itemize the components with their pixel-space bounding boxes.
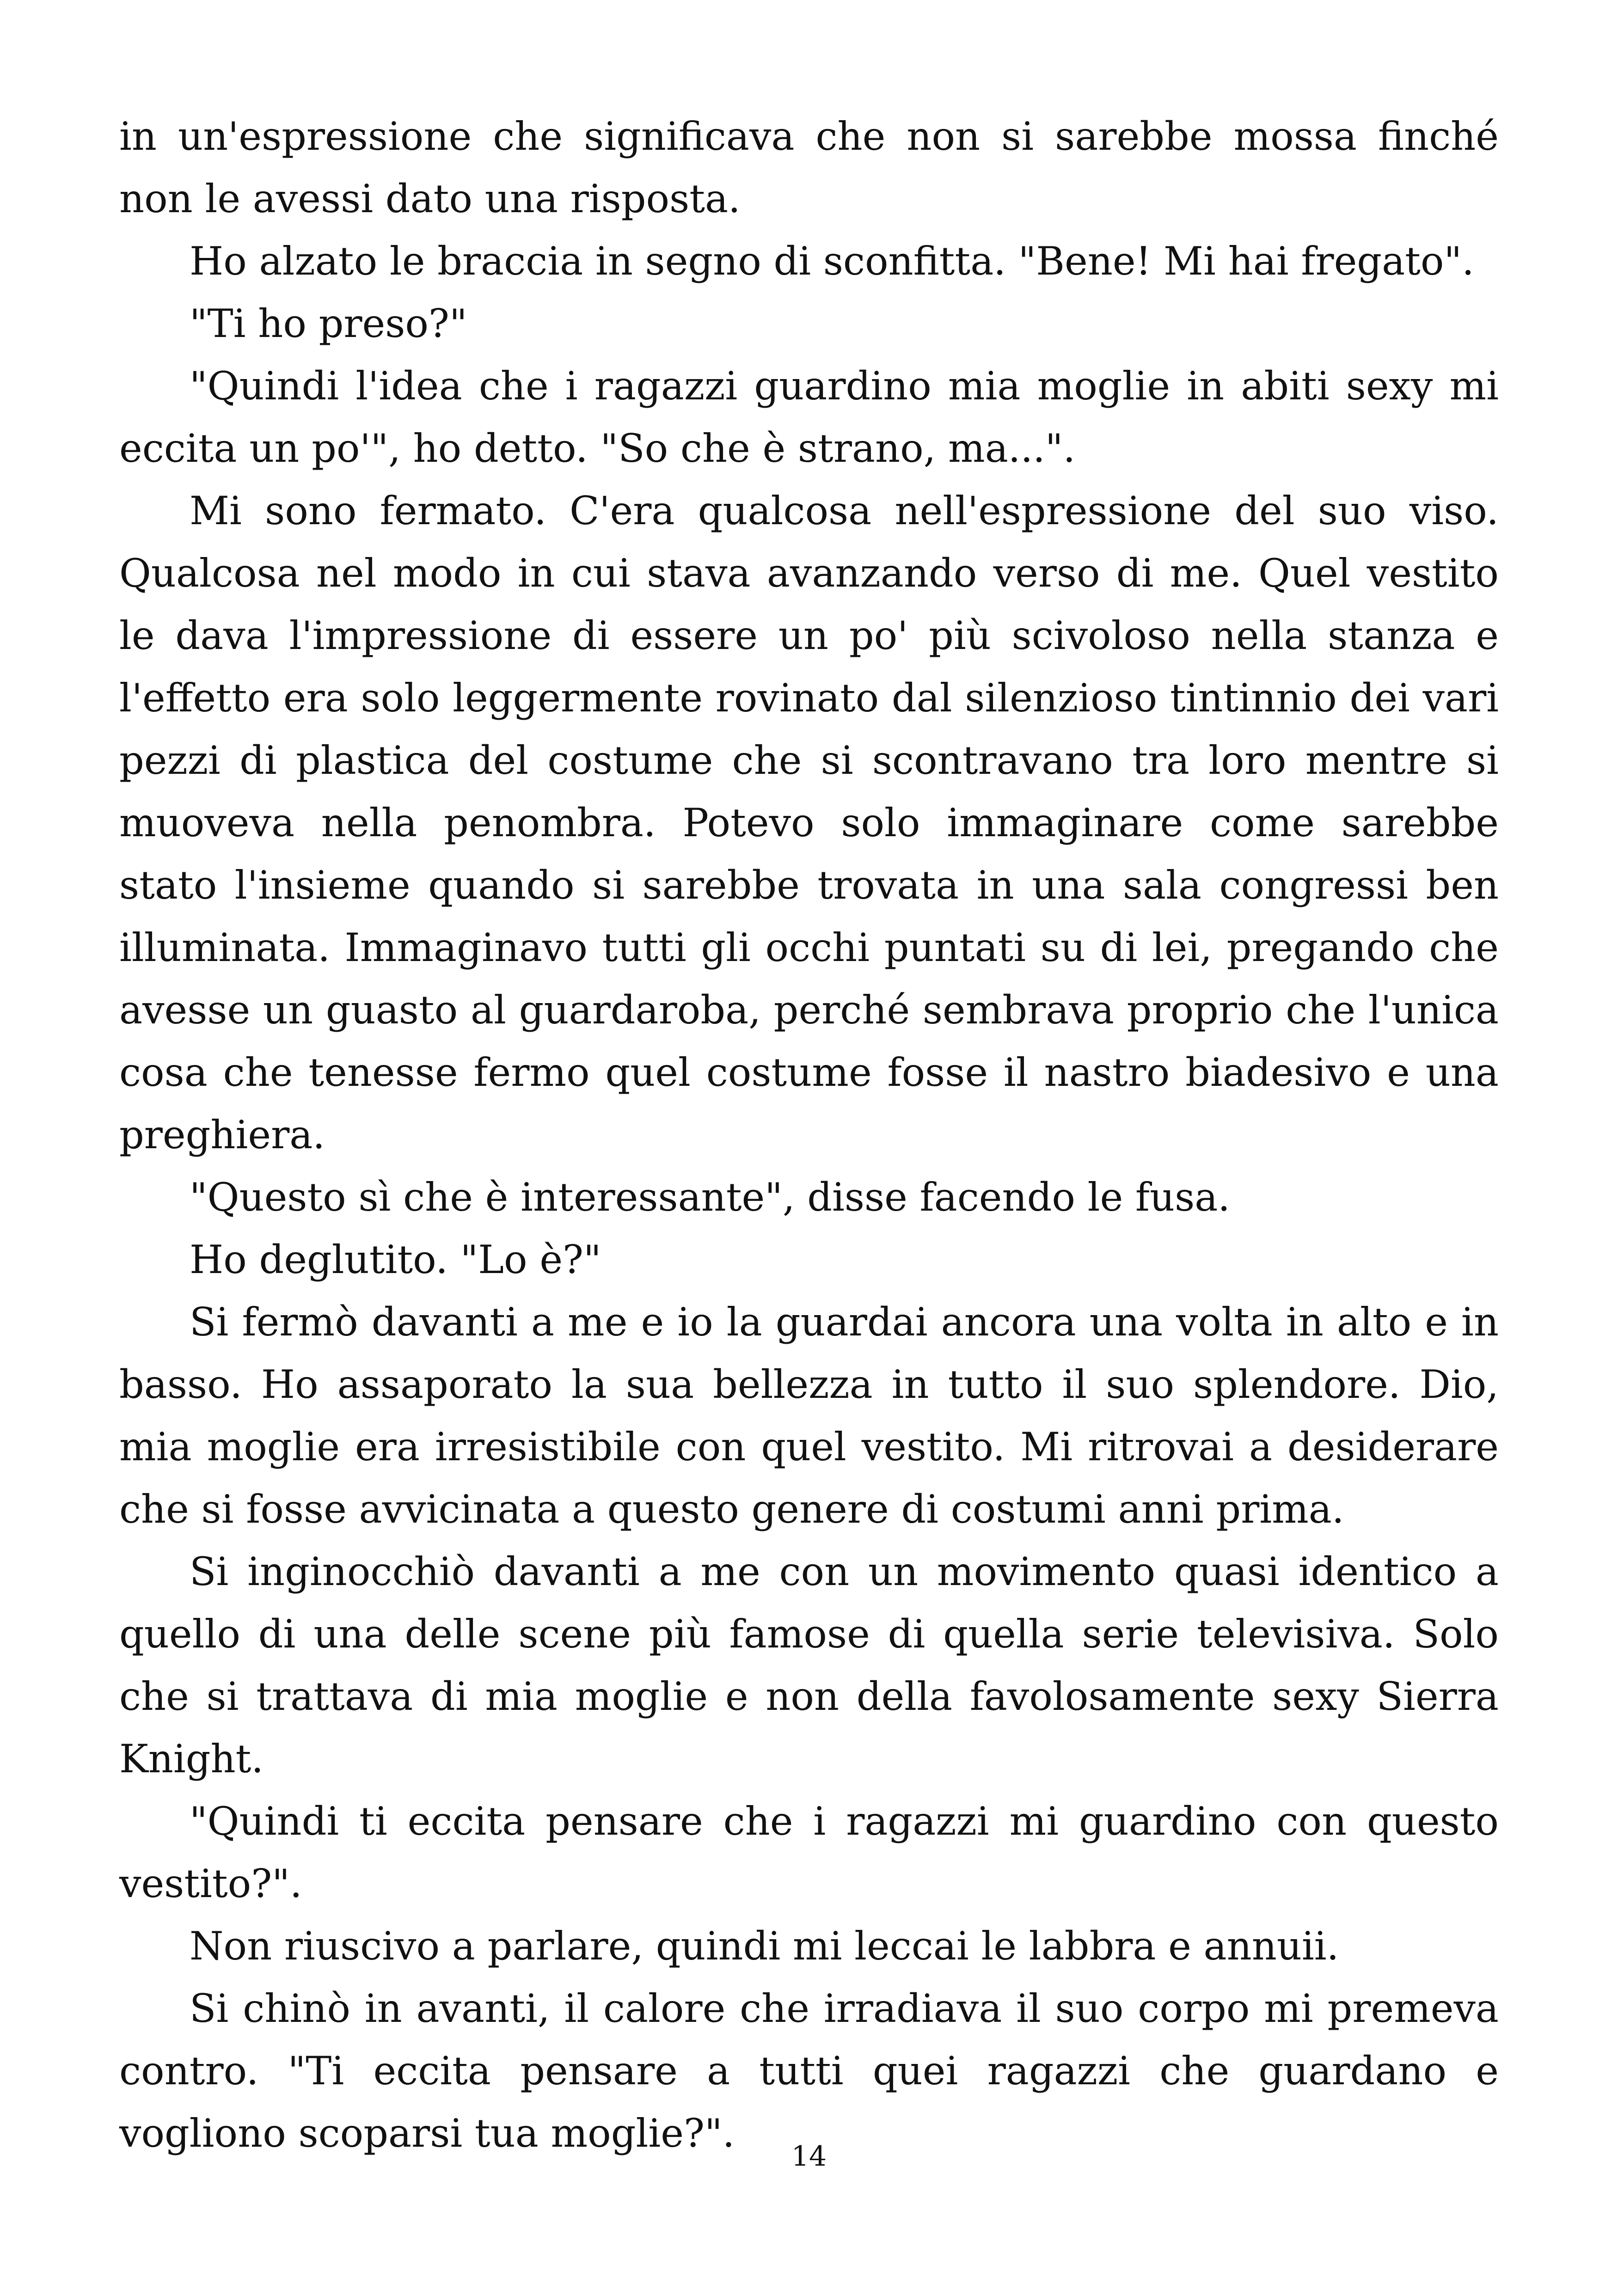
- paragraph: "Questo sì che è interessante", disse facendo le fusa.: [190, 1175, 1230, 1220]
- paragraph: Ho deglutito. "Lo è?": [190, 1237, 601, 1282]
- paragraph: Si fermò davanti a me e io la guardai ancora una volta in alto e in basso. Ho assaporato la sua bellezza in tutto il suo splendore. Dio, mia moglie era irresistibile con quel vestito. Mi ritrovai a desiderare che si fosse avvicinata a questo genere di costumi anni prima.: [119, 1299, 1499, 1532]
- paragraph: Non riuscivo a parlare, quindi mi leccai le labbra e annuii.: [190, 1923, 1339, 1969]
- paragraph-continued: in un'espressione che significava che non si sarebbe mossa finché non le avessi dato una risposta.: [119, 114, 1499, 221]
- paragraph: "Ti ho preso?": [190, 301, 467, 346]
- paragraph: Si inginocchiò davanti a me con un movimento quasi identico a quello di una delle scene più famose di quella serie televisiva. Solo che si trattava di mia moglie e non della favolosamente sexy Sierra Knight.: [119, 1549, 1499, 1782]
- paragraph: Mi sono fermato. C'era qualcosa nell'espressione del suo viso. Qualcosa nel modo in cui stava avanzando verso di me. Quel vestito le dava l'impressione di essere un po' più scivoloso nella stanza e l'effetto era solo leggermente rovinato dal silenzioso tintinnio dei vari pezzi di plastica del costume che si scontravano tra loro mentre si muoveva nella penombra. Potevo solo immaginare come sarebbe stato l'insieme quando si sarebbe trovata in una sala congressi ben illuminata. Immaginavo tutti gli occhi puntati su di lei, pregando che avesse un guasto al guardaroba, perché sembrava proprio che l'unica cosa che tenesse fermo quel costume fosse il nastro biadesivo e una preghiera.: [119, 488, 1499, 1157]
- body-text: [119, 105, 1499, 2165]
- paragraph: "Quindi l'idea che i ragazzi guardino mia moglie in abiti sexy mi eccita un po'", ho detto. "So che è strano, ma...".: [119, 363, 1499, 471]
- paragraph: Ho alzato le braccia in segno di sconfitta. "Bene! Mi hai fregato".: [190, 239, 1474, 284]
- page-number: 14: [791, 2140, 827, 2173]
- paragraph: "Quindi ti eccita pensare che i ragazzi mi guardino con questo vestito?".: [119, 1799, 1499, 1906]
- paragraph: Si chinò in avanti, il calore che irradiava il suo corpo mi premeva contro. "Ti eccita pensare a tutti quei ragazzi che guardano e vogliono scoparsi tua moglie?".: [119, 1986, 1499, 2156]
